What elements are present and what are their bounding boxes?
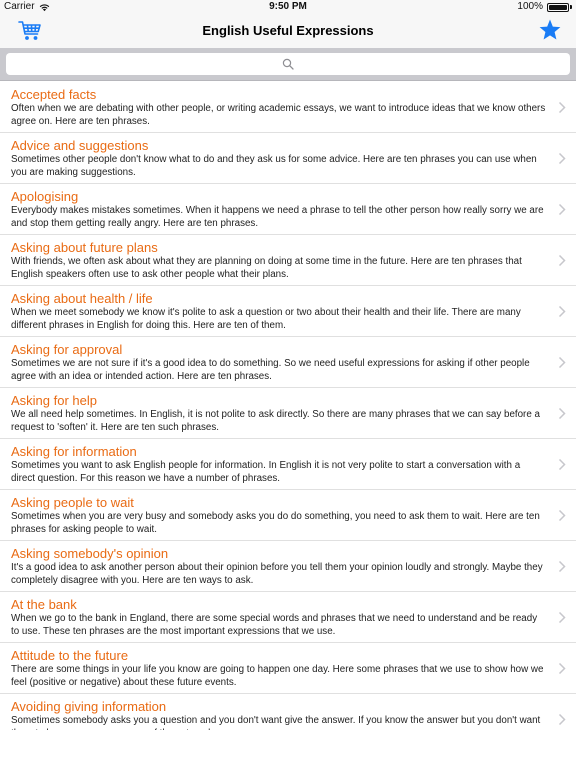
list-item-description: It's a good idea to ask another person about their opinion before you tell them your opinion loudly and strongly. Maybe they completely disagree with you. Here are ten ways to ask. — [11, 562, 543, 586]
list-item[interactable] — [0, 439, 576, 490]
list-item-title: Asking for information — [11, 444, 137, 459]
status-time: 9:50 PM — [269, 1, 307, 12]
chevron-right-icon — [558, 458, 566, 471]
chevron-right-icon — [558, 560, 566, 573]
star-icon — [538, 18, 562, 42]
list-item-description: When we go to the bank in England, there are some special words and phrases that we need to understand and be ready to use. These ten phrases are the most important expressions that we use. — [11, 613, 538, 637]
navigation-bar — [0, 14, 576, 48]
search-bar — [0, 48, 576, 81]
list-item-title: Advice and suggestions — [11, 138, 149, 153]
list-item-description: Sometimes when you are very busy and somebody asks you do do something, you need to ask them to wait. Here are ten phrases for asking people to wait. — [11, 511, 540, 535]
list-item-description: We all need help sometimes. In English, it is not polite to ask directly. So there are many phrases that we can say before a request to 'soften' it. Here are ten such phrases. — [11, 409, 540, 433]
list-bottom-area — [0, 730, 576, 768]
list-item[interactable] — [0, 490, 576, 541]
list-item-title: Asking people to wait — [11, 495, 134, 510]
list-item-title: Asking about health / life — [11, 291, 153, 306]
list-item[interactable] — [0, 592, 576, 643]
chevron-right-icon — [558, 101, 566, 114]
list-item-description: Often when we are debating with other people, or writing academic essays, we want to introduce ideas that we know others agree on. Here are ten phrases. — [11, 103, 546, 127]
search-icon — [282, 58, 294, 70]
carrier-label: Carrier — [4, 1, 35, 12]
chevron-right-icon — [558, 611, 566, 624]
list-item-description: When we meet somebody we know it's polite to ask a question or two about their health and their life. There are many different phrases in English for doing this. Here are ten of them. — [11, 307, 521, 331]
list-item[interactable] — [0, 388, 576, 439]
chevron-right-icon — [558, 254, 566, 267]
list-item-title: Accepted facts — [11, 87, 97, 102]
expression-list — [0, 82, 576, 730]
list-item-description: Sometimes we are not sure if it's a good idea to do something. So we need useful expressions for asking if other people agree with an idea or intended action. Here are ten phrases. — [11, 358, 530, 382]
list-item-title: Asking about future plans — [11, 240, 158, 255]
list-item-description: Sometimes other people don't know what to do and they ask us for some advice. Here are ten phrases you can use when you are making suggestions. — [11, 154, 537, 178]
chevron-right-icon — [558, 203, 566, 216]
chevron-right-icon — [558, 305, 566, 318]
chevron-right-icon — [558, 407, 566, 420]
battery-tip — [570, 5, 572, 9]
status-bar — [0, 0, 576, 14]
chevron-right-icon — [558, 662, 566, 675]
list-item-description: There are some things in your life you know are going to happen one day. Here some phrases that we use to show how we feel (positive or negative) about these future events. — [11, 664, 544, 688]
chevron-right-icon — [558, 509, 566, 522]
list-item-title: At the bank — [11, 597, 77, 612]
battery-level — [549, 5, 567, 10]
list-item[interactable] — [0, 541, 576, 592]
list-item-title: Asking for approval — [11, 342, 123, 357]
list-item-title: Apologising — [11, 189, 79, 204]
status-right — [517, 0, 572, 14]
list-item-title: Asking for help — [11, 393, 97, 408]
list-item-description: Sometimes you want to ask English people for information. In English it is not very polite to start a conversation with a direct question. For this reason we have a number of phrases. — [11, 460, 521, 484]
list-item-title: Attitude to the future — [11, 648, 129, 663]
list-item[interactable] — [0, 235, 576, 286]
search-input[interactable] — [6, 53, 570, 75]
list-item-title: Asking somebody's opinion — [11, 546, 169, 561]
chevron-right-icon — [558, 713, 566, 726]
favorites-button[interactable] — [538, 18, 562, 42]
list-item[interactable] — [0, 643, 576, 694]
list-item[interactable] — [0, 133, 576, 184]
chevron-right-icon — [558, 356, 566, 369]
list-item-description: With friends, we often ask about what they are planning on doing at some time in the future. Here are ten phrases that English speakers often use to ask other people what their plans. — [11, 256, 522, 280]
list-item-title: Avoiding giving information — [11, 699, 167, 714]
battery-percent: 100% — [517, 1, 543, 12]
list-item-description: Sometimes somebody asks you a question and you don't want give the answer. If you know the answer but you don't want — [11, 715, 541, 726]
page-title: English Useful Expressions — [202, 23, 374, 38]
list-item[interactable] — [0, 286, 576, 337]
battery-icon — [547, 3, 569, 12]
chevron-right-icon — [558, 152, 566, 165]
list-item[interactable] — [0, 184, 576, 235]
list-item[interactable] — [0, 337, 576, 388]
list-item-description: Everybody makes mistakes sometimes. When it happens we need a phrase to tell the other person how really sorry we are and stop them getting really angry. Here are ten phrases. — [11, 205, 544, 229]
list-item[interactable] — [0, 82, 576, 133]
